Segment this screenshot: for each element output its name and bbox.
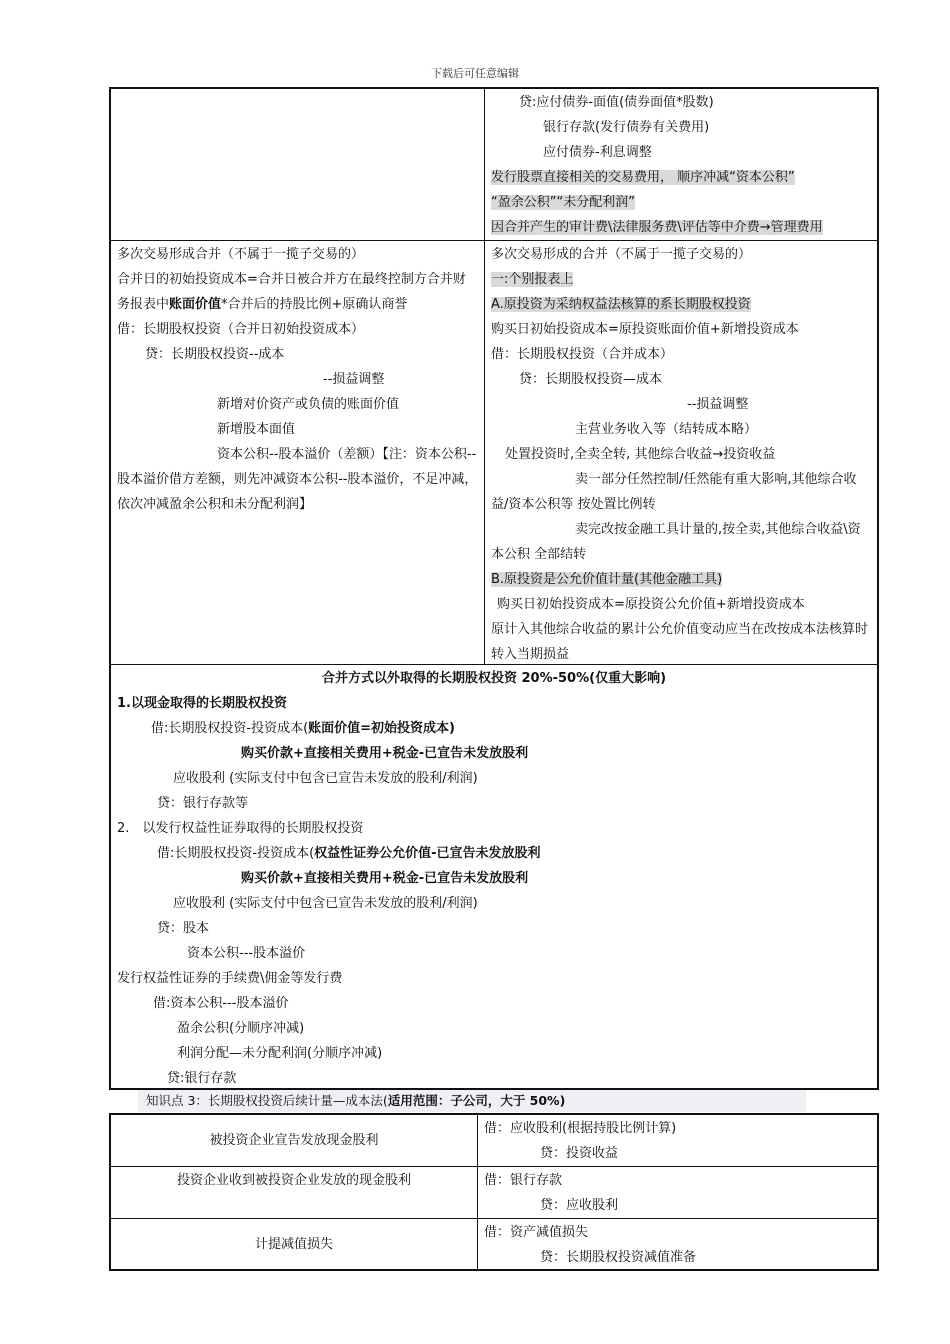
- highlight-note: 发行股票直接相关的交易费用， 顺序冲减“资本公积”: [491, 170, 795, 185]
- entry-line: 购买日初始投资成本=原投资公允价值+新增投资成本: [497, 597, 805, 612]
- table-row: [111, 665, 877, 1088]
- table-cell-full: [111, 665, 877, 1088]
- knowledge-point-title: 知识点 3：长期股权投资后续计量—成本法(适用范围：子公司，大于 50%): [138, 1090, 806, 1112]
- entry-line: 新增股本面值: [217, 422, 296, 437]
- debit-line: 借：应收股利(根据持股比例计算): [484, 1121, 677, 1136]
- debit-line: 借：资产减值损失: [484, 1225, 589, 1240]
- entry-line: 处置投资时,全卖全转, 其他综合收益→投资收益: [505, 447, 776, 462]
- section-title: 多次交易形成合并（不属于一揽子交易的）: [117, 247, 365, 262]
- section-title: 合并方式以外取得的长期股权投资 20%-50%(仅重大影响): [321, 671, 667, 686]
- cost-method-table: [109, 1113, 879, 1271]
- entry-line: 银行存款(发行债券有关费用): [543, 120, 710, 135]
- table-cell: [478, 1167, 877, 1218]
- table-row: [111, 1167, 877, 1219]
- entry-line: 贷：长期股权投资--成本: [145, 347, 285, 362]
- entry-line: 原计入其他综合收益的累计公允价值变动应当在改按成本法核算时转入当期损益: [491, 622, 869, 662]
- entry-line: 购买日初始投资成本=原投资账面价值+新增投资成本: [491, 322, 799, 337]
- entry-line: 贷:银行存款: [167, 1071, 237, 1086]
- table-row: [111, 241, 877, 665]
- table-cell: [111, 241, 485, 664]
- entry-line: 利润分配—未分配利润(分顺序冲减): [177, 1046, 383, 1061]
- table-cell: [478, 1219, 877, 1269]
- entry-line: 借:长期股权投资-投资成本(账面价值=初始投资成本): [151, 721, 455, 736]
- highlight-note: “盈余公积”“未分配利润”: [491, 195, 635, 210]
- entry-line: --损益调整: [687, 397, 749, 412]
- bold-text: 账面价值: [169, 297, 222, 312]
- highlight-subtitle: B.原投资是公允价值计量(其他金融工具): [491, 572, 723, 587]
- row-label: 计提减值损失: [111, 1219, 478, 1269]
- entry-line: 借：长期股权投资（合并成本）: [491, 347, 674, 362]
- entry-line: 应收股利 (实际支付中包含已宣告未发放的股利/利润): [173, 896, 478, 911]
- subsection-heading: 1.以现金取得的长期股权投资: [117, 696, 287, 711]
- table-row: [111, 1115, 877, 1167]
- entry-line: --损益调整: [323, 372, 385, 387]
- credit-line: 贷：投资收益: [540, 1146, 619, 1161]
- entry-line: 借:长期股权投资-投资成本(权益性证券公允价值-已宣告未发放股利: [157, 846, 541, 861]
- debit-line: 借：银行存款: [484, 1173, 563, 1188]
- entry-line: 贷：股本: [157, 921, 210, 936]
- highlight-subtitle: 一:个别报表上: [491, 272, 574, 287]
- entry-line: 贷:应付债券-面值(债券面值*股数): [519, 95, 714, 110]
- table-cell-empty: [111, 89, 485, 240]
- entry-line: 借：长期股权投资（合并日初始投资成本）: [117, 322, 365, 337]
- table-row: [111, 1219, 877, 1269]
- entry-line: 主营业务收入等（结转成本略）: [575, 422, 758, 437]
- entry-line: 盈余公积(分顺序冲减): [177, 1021, 305, 1036]
- entry-note: 资本公积--股本溢价（差额）【注：资本公积--股本溢价借方差额，则先冲减资本公积--股本溢价，不足冲减，依次冲减盈余公积和未分配利润】: [117, 447, 478, 512]
- entry-line: 应收股利 (实际支付中包含已宣告未发放的股利/利润): [173, 771, 478, 786]
- entry-line: 卖一部分任然控制/任然能有重大影响,其他综合收益/资本公积等 按处置比例转: [491, 472, 857, 512]
- credit-line: 贷：长期股权投资减值准备: [540, 1250, 697, 1265]
- entry-line: 应付债券-利息调整: [543, 145, 652, 160]
- entry-line: 贷：长期股权投资—成本: [519, 372, 663, 387]
- entry-line: 发行权益性证券的手续费\佣金等发行费: [117, 971, 343, 986]
- entry-line: 借:资本公积---股本溢价: [153, 996, 289, 1011]
- section-title: 多次交易形成的合并（不属于一揽子交易的）: [491, 247, 752, 262]
- row-label: 投资企业收到被投资企业发放的现金股利: [111, 1167, 478, 1218]
- entry-line: 购买价款+直接相关费用+税金-已宣告未发放股利: [241, 746, 529, 761]
- table-cell: [478, 1115, 877, 1166]
- entry-line: 资本公积---股本溢价: [187, 946, 306, 961]
- highlight-subtitle: A.原投资为采纳权益法核算的系长期股权投资: [491, 297, 751, 312]
- table-row: [111, 89, 877, 241]
- table-cell: [485, 241, 877, 664]
- credit-line: 贷：应收股利: [540, 1198, 619, 1213]
- main-table: [109, 87, 879, 1090]
- highlight-note: 因合并产生的审计费\法律服务费\评估等中介费→管理费用: [491, 220, 823, 235]
- table-cell: [485, 89, 877, 240]
- entry-line: 新增对价资产或负债的账面价值: [217, 397, 400, 412]
- subsection-heading: 2. 以发行权益性证券取得的长期股权投资: [117, 821, 364, 836]
- formula-text: 合并日的初始投资成本=合并日被合并方在最终控制方合并财务报表中账面价值*合并后的持股比例+原确认商誉: [117, 272, 466, 312]
- entry-line: 贷：银行存款等: [157, 796, 249, 811]
- entry-line: 卖完改按金融工具计量的,按全卖,其他综合收益\资本公积 全部结转: [491, 522, 861, 562]
- row-label: 被投资企业宣告发放现金股利: [111, 1115, 478, 1166]
- page-header: 下载后可任意编辑: [431, 67, 519, 80]
- entry-line: 购买价款+直接相关费用+税金-已宣告未发放股利: [241, 871, 529, 886]
